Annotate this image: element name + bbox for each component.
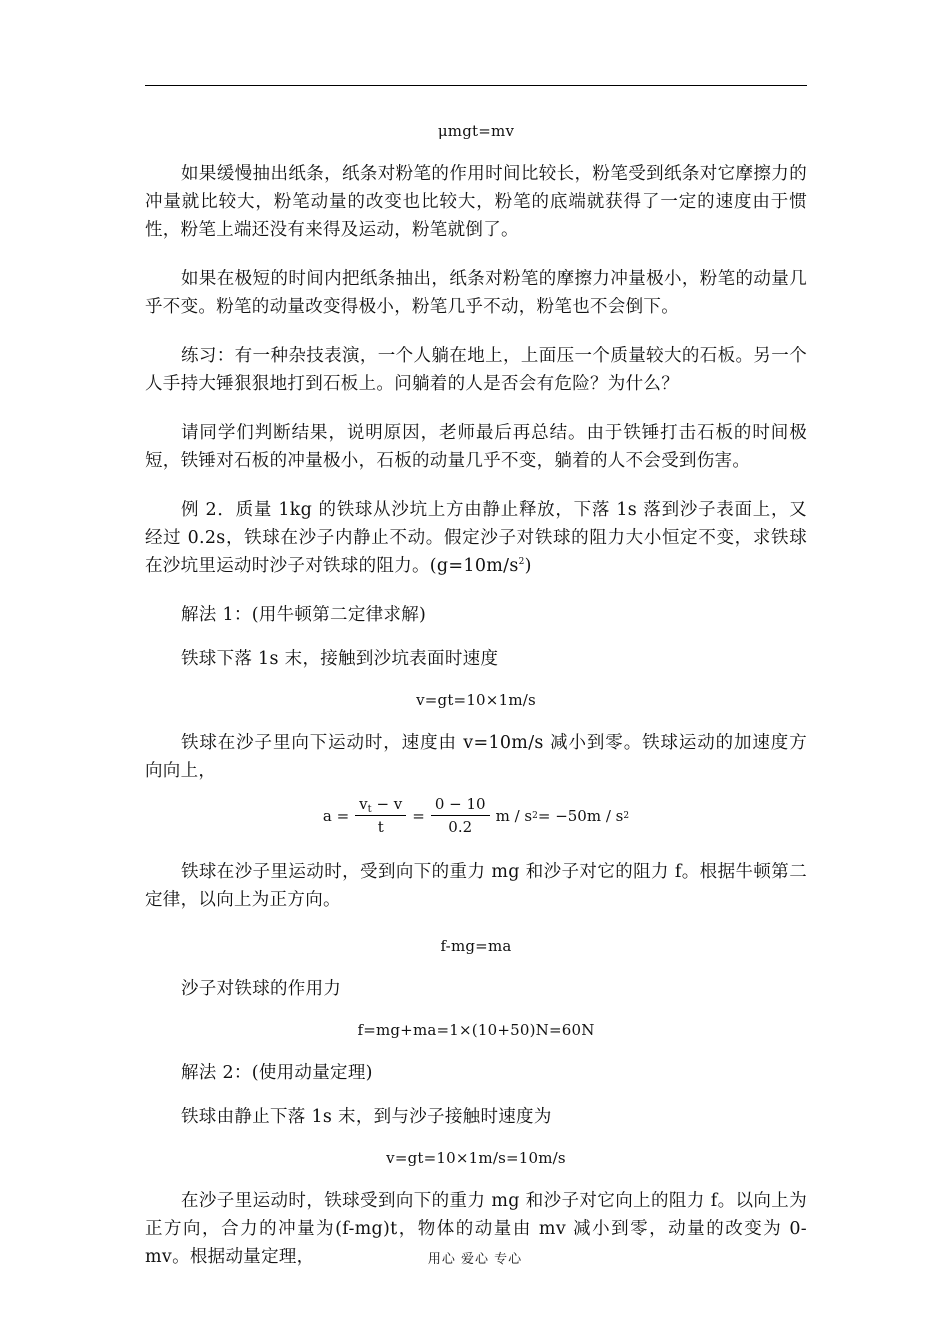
frac1-v: v — [359, 795, 368, 813]
header-rule — [145, 85, 807, 86]
frac1-rest: − v — [371, 795, 403, 813]
paragraph-deceleration: 铁球在沙子里向下运动时，速度由 v=10m/s 减小到零。铁球运动的加速度方向向上， — [145, 733, 807, 781]
paragraph-slow-pull: 如果缓慢抽出纸条，纸条对粉笔的作用时间比较长，粉笔受到纸条对它摩擦力的冲量就比较大，粉笔动量的改变也比较大，粉笔的底端就获得了一定的速度由于惯性，粉笔上端还没有来得及运动，粉笔就倒了。 — [145, 164, 807, 240]
accel-unit: m / s — [495, 806, 533, 825]
paragraph-exercise: 练习：有一种杂技表演，一个人躺在地上，上面压一个质量较大的石板。另一个人手持大锤狠狠地打到石板上。问躺着的人是否会有危险？为什么？ — [145, 346, 807, 394]
method-1-heading: 解法 1：(用牛顿第二定律求解) — [181, 605, 427, 625]
paragraph-exercise-answer: 请同学们判断结果，说明原因，老师最后再总结。由于铁锤打击石板的时间极短，铁锤对石板的冲量极小，石板的动量几乎不变，躺着的人不会受到伤害。 — [145, 423, 807, 471]
document-body — [145, 120, 807, 1292]
frac1-subscript: t — [367, 804, 372, 815]
example-2-text: 例 2．质量 1kg 的铁球从沙坑上方由静止释放，下落 1s 落到沙子表面上，又经过 0.2s，铁球在沙子内静止不动。假定沙子对铁球的阻力大小恒定不变，求铁球在沙坑里运动时沙子对铁球的阻力。(g=10m/s — [145, 500, 807, 576]
accel-result: = −50m / s — [537, 806, 624, 825]
accel-equals: = — [412, 806, 425, 825]
paragraph-sand-force: 沙子对铁球的作用力 — [181, 979, 342, 999]
paragraph-forces: 铁球在沙子里运动时，受到向下的重力 mg 和沙子对它的阻力 f。根据牛顿第二定律，以向上为正方向。 — [145, 862, 807, 910]
fraction-1-denominator: t — [377, 818, 384, 836]
paragraph-momentum-theorem: 在沙子里运动时，铁球受到向下的重力 mg 和沙子对它向上的阻力 f。以向上为正方向，合力的冲量为(f-mg)t，物体的动量由 mv 减小到零，动量的改变为 0-mv。根据动量定理， — [145, 1191, 807, 1267]
paragraph-contact-velocity: 铁球由静止下落 1s 末，到与沙子接触时速度为 — [181, 1107, 552, 1127]
equation-newton: f-mg=ma — [440, 937, 512, 955]
fraction-velocity-change — [355, 795, 406, 836]
example-2-close: ) — [524, 556, 532, 576]
accel-lhs: a = — [322, 806, 350, 825]
paragraph-example-2 — [145, 496, 807, 580]
page-footer: 用心 爱心 专心 — [427, 1252, 523, 1267]
fraction-2-denominator: 0.2 — [448, 818, 473, 836]
equation-impulse: μmgt=mv — [437, 122, 515, 140]
paragraph-fast-pull: 如果在极短的时间内把纸条抽出，纸条对粉笔的摩擦力冲量极小，粉笔的动量几乎不变。粉笔的动量改变得极小，粉笔几乎不动，粉笔也不会倒下。 — [145, 269, 807, 317]
fraction-values — [431, 795, 490, 836]
fraction-1-numerator — [355, 795, 406, 816]
paragraph-fall-velocity: 铁球下落 1s 末，接触到沙坑表面时速度 — [181, 649, 499, 669]
method-2-heading: 解法 2：(使用动量定理) — [181, 1063, 373, 1083]
equation-velocity-2: v=gt=10×1m/s=10m/s — [386, 1149, 566, 1167]
example-2-superscript: 2 — [518, 557, 525, 568]
equation-velocity-1: v=gt=10×1m/s — [416, 691, 536, 709]
equation-acceleration: a = $\frac{v_t - v}{t}$ = $\frac{0 - 10}{0.2}$ m / s 2 = −50m / s 2 — [322, 795, 630, 836]
fraction-2-numerator: 0 − 10 — [431, 795, 490, 816]
equation-force-result: f=mg+ma=1×(10+50)N=60N — [357, 1021, 595, 1039]
